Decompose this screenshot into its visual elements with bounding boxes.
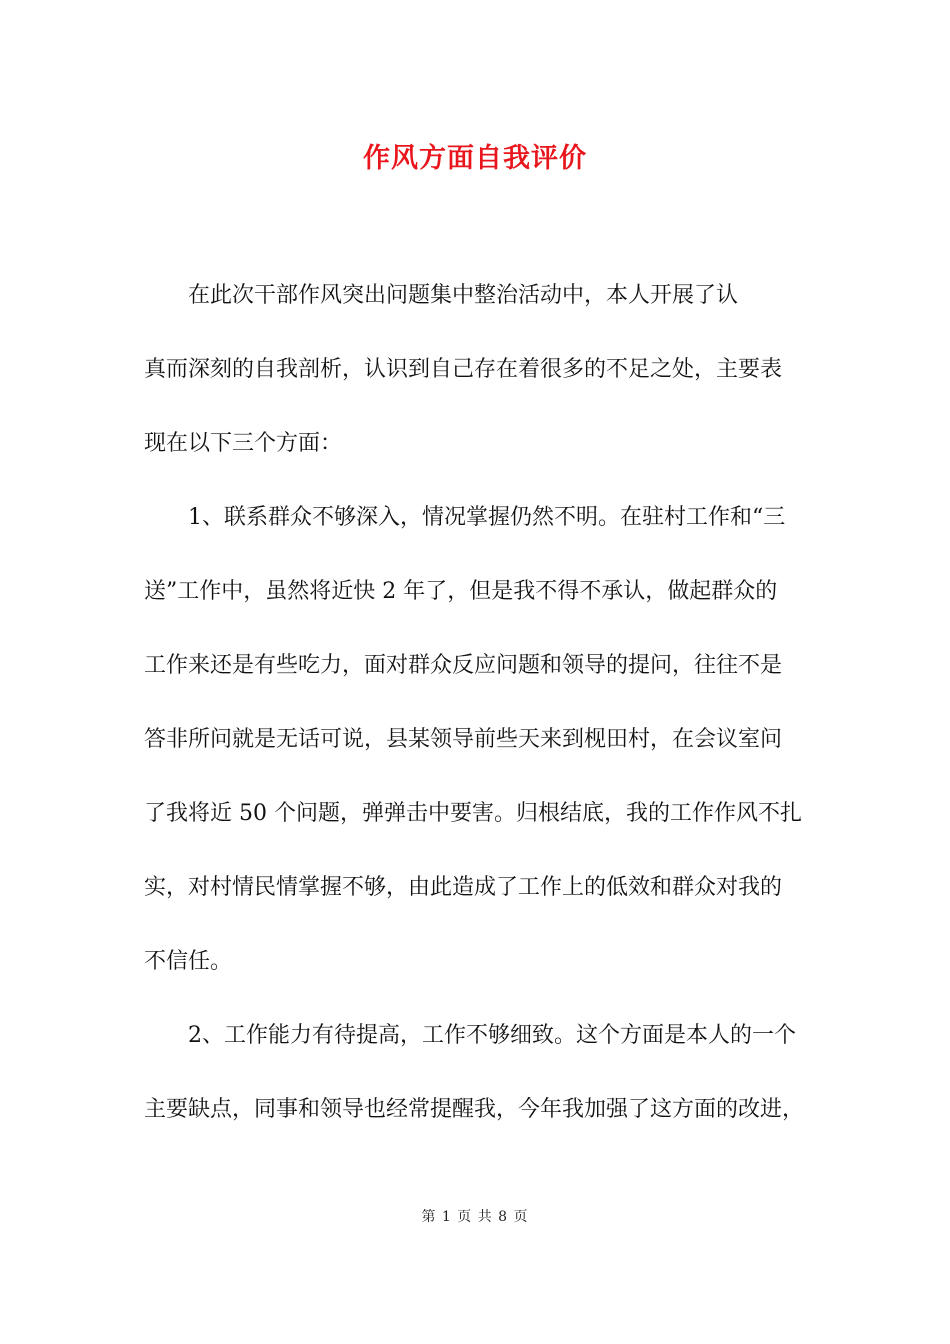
body-line: 现在以下三个方面： <box>144 431 343 456</box>
body-line: 1、联系群众不够深入，情况掌握仍然不明。在驻村工作和“三 <box>144 505 786 530</box>
page-number: 第 1 页 共 8 页 <box>421 1209 529 1225</box>
document-title: 作风方面自我评价 <box>363 143 587 174</box>
body-line: 不信任。 <box>144 949 233 974</box>
body-line: 2、工作能力有待提高，工作不够细致。这个方面是本人的一个 <box>144 1023 796 1048</box>
body-line: 送”工作中，虽然将近快 2 年了，但是我不得不承认，做起群众的 <box>144 579 778 604</box>
body-line: 工作来还是有些吃力，面对群众反应问题和领导的提问，往往不是 <box>144 653 783 678</box>
body-line: 实，对村情民情掌握不够，由此造成了工作上的低效和群众对我的 <box>144 875 783 900</box>
body-line: 答非所问就是无话可说，县某领导前些天来到枧田村，在会议室问 <box>144 727 783 752</box>
body-line: 在此次干部作风突出问题集中整治活动中，本人开展了认 <box>144 283 739 308</box>
body-line: 真而深刻的自我剖析，认识到自己存在着很多的不足之处，主要表 <box>144 357 783 382</box>
body-line: 主要缺点，同事和领导也经常提醒我，今年我加强了这方面的改进， <box>144 1097 805 1122</box>
body-line: 了我将近 50 个问题，弹弹击中要害。归根结底，我的工作作风不扎 <box>144 801 802 826</box>
